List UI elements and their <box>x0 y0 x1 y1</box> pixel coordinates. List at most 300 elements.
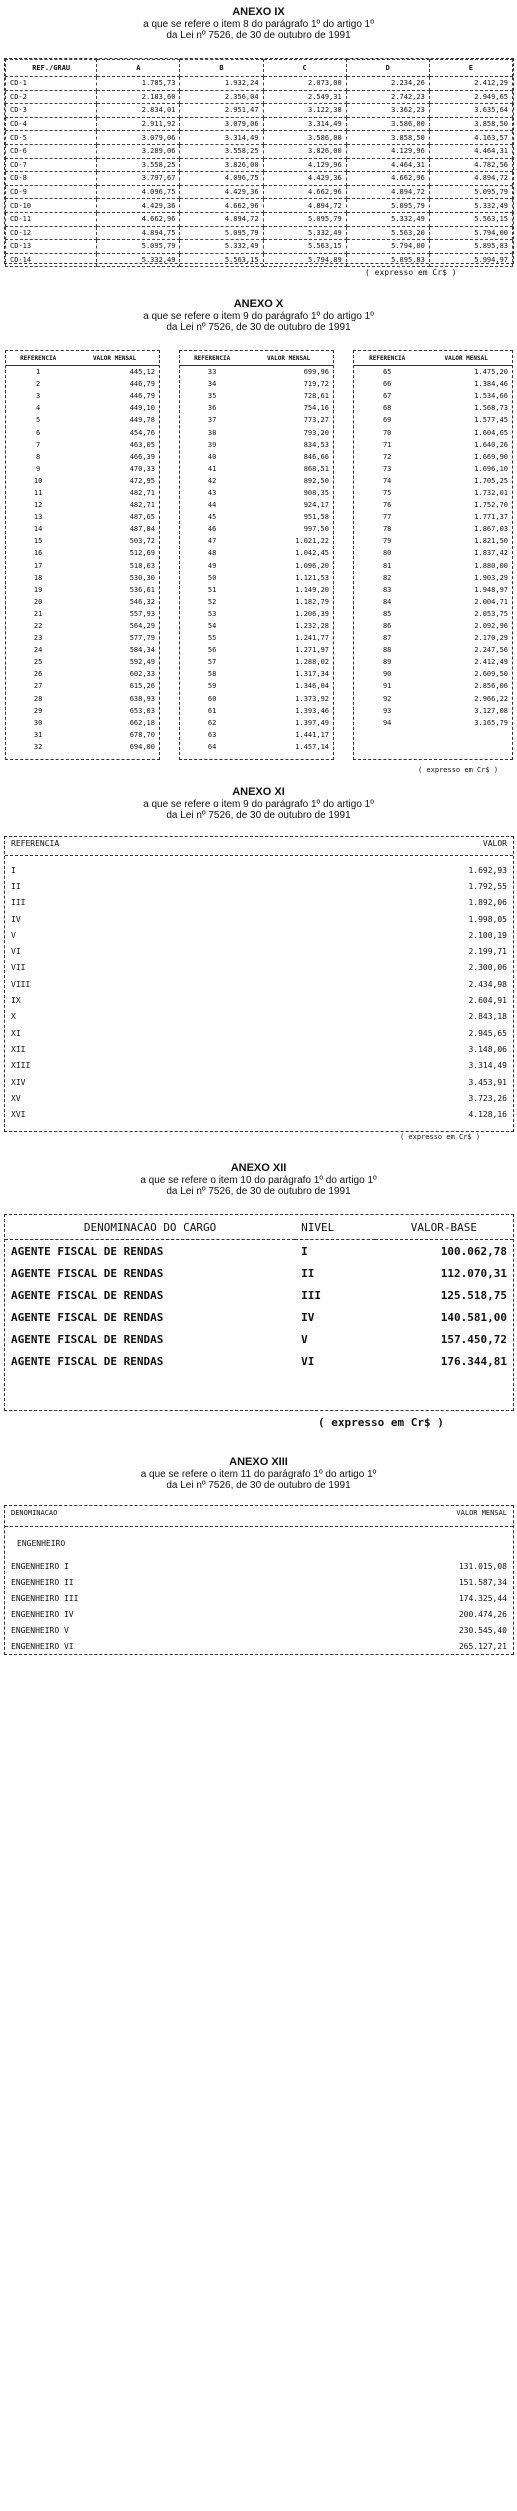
table-cell: 5.332,49 <box>263 226 346 240</box>
valor-cell: 470,33 <box>129 464 155 473</box>
table-row <box>180 705 333 717</box>
table-row <box>5 1025 513 1041</box>
valor-cell: 1.457,14 <box>295 742 329 751</box>
table-row <box>6 414 159 426</box>
valor-cell: 584,34 <box>129 646 155 655</box>
valor-cell: 2.053,75 <box>474 609 508 618</box>
referencia-cell: 79 <box>382 537 392 546</box>
valor-cell: 131.015,08 <box>458 1561 507 1571</box>
anexo-ix-table <box>5 59 513 267</box>
table-cell: 4.782,56 <box>429 158 512 172</box>
valor-cell: 868,51 <box>303 464 329 473</box>
table-cell: 3.079,06 <box>180 117 263 131</box>
referencia-cell: 48 <box>207 549 217 558</box>
anexo-ix-header-cell: D <box>346 60 429 77</box>
table-row <box>180 584 333 596</box>
valor-cell: 1.732,01 <box>474 488 508 497</box>
table-cell: CD-8 <box>6 172 97 186</box>
table-row <box>6 717 159 729</box>
referencia-cell: 70 <box>382 428 392 437</box>
valor-cell: 536,61 <box>129 585 155 594</box>
valor-cell: 1.640,26 <box>474 440 508 449</box>
table-row <box>6 487 159 499</box>
referencia-cell: 30 <box>33 718 43 727</box>
table-row <box>354 439 512 451</box>
valor-cell: 1.441,17 <box>295 730 329 739</box>
table-cell: 5.563,20 <box>346 226 429 240</box>
table-row <box>5 976 513 992</box>
valor-cell: 653,03 <box>129 706 155 715</box>
table-cell: 4.129,96 <box>263 158 346 172</box>
table-row <box>354 680 512 692</box>
table-row <box>354 402 512 414</box>
anexo-xii-subtitle-1: a que se refere o item 10 do parágrafo 1º do artigo 1º <box>140 1175 377 1186</box>
table-row <box>5 1284 513 1306</box>
table-cell: CD-1 <box>6 77 97 91</box>
table-row <box>5 1574 513 1590</box>
valor-cell: 463,05 <box>129 440 155 449</box>
anexo-xiii-header <box>0 1456 517 1491</box>
table-row <box>6 158 513 172</box>
valor-cell: 1.288,02 <box>295 658 329 667</box>
referencia-cell: 51 <box>207 585 217 594</box>
referencia-cell: 32 <box>33 742 43 751</box>
referencia-cell: 82 <box>382 573 392 582</box>
referencia-cell: 2 <box>36 380 41 389</box>
valor-cell: 1.096,20 <box>295 561 329 570</box>
valor-cell: 1.397,49 <box>295 718 329 727</box>
table-cell: 4.429,36 <box>180 185 263 199</box>
table-row <box>354 390 512 402</box>
valor-base-cell: 157.450,72 <box>440 1332 507 1346</box>
table-row <box>6 644 159 656</box>
valor-cell: 699,96 <box>303 368 329 377</box>
table-cell: 3.797,67 <box>97 172 180 186</box>
valor-cell: 503,72 <box>129 537 155 546</box>
valor-cell: 265.127,21 <box>458 1641 507 1651</box>
referencia-cell: 37 <box>207 416 217 425</box>
table-row <box>180 390 333 402</box>
referencia-cell: 58 <box>207 670 217 679</box>
table-cell: CD-14 <box>6 253 97 267</box>
table-row <box>6 535 159 547</box>
referencia-cell: 66 <box>382 380 392 389</box>
valor-cell: 602,33 <box>129 670 155 679</box>
table-row <box>354 523 512 535</box>
table-cell: 4.464,31 <box>346 158 429 172</box>
valor-cell: 2.843,18 <box>468 1012 507 1022</box>
table-row <box>354 499 512 511</box>
referencia-cell: 15 <box>33 537 43 546</box>
valor-cell: 2.604,91 <box>468 996 507 1006</box>
valor-cell: 997,50 <box>303 525 329 534</box>
anexo-xiii-group-label: ENGENHEIRO <box>17 1539 66 1548</box>
referencia-cell: 61 <box>207 706 217 715</box>
table-cell: 5.095,79 <box>263 212 346 226</box>
table-cell: CD-11 <box>6 212 97 226</box>
valor-cell: 2.966,22 <box>474 694 508 703</box>
anexo-xii-header-valor: VALOR-BASE <box>375 1215 513 1240</box>
anexo-x-column-3 <box>353 350 513 760</box>
anexo-x-title: ANEXO X <box>233 298 284 310</box>
referencia-cell: 38 <box>207 428 217 437</box>
valor-cell: 1.042,45 <box>295 549 329 558</box>
valor-cell: 662,18 <box>129 718 155 727</box>
table-cell: 3.558,25 <box>180 144 263 158</box>
valor-cell: 3.453,91 <box>468 1077 507 1087</box>
table-row <box>5 1240 513 1263</box>
table-row <box>5 1622 513 1638</box>
anexo-xiii-title: ANEXO XIII <box>229 1456 288 1468</box>
anexo-ix-header-cell: B <box>180 60 263 77</box>
table-row <box>6 212 513 226</box>
anexo-xi-table-box <box>4 836 514 1132</box>
table-row <box>354 717 512 729</box>
valor-cell: 2.434,98 <box>468 979 507 989</box>
table-row <box>6 378 159 390</box>
denominacao-cell: ENGENHEIRO IV <box>11 1609 74 1619</box>
table-row <box>5 1058 513 1074</box>
referencia-cell: 56 <box>207 646 217 655</box>
table-row <box>6 253 513 267</box>
anexo-xii-header <box>0 1162 517 1197</box>
anexo-xii-table-box <box>4 1214 514 1411</box>
table-row <box>5 911 513 927</box>
referencia-cell: 36 <box>207 404 217 413</box>
table-row <box>5 943 513 959</box>
table-cell: 5.332,49 <box>429 199 512 213</box>
table-row <box>180 475 333 487</box>
valor-cell: 1.577,45 <box>474 416 508 425</box>
valor-cell: 546,32 <box>129 597 155 606</box>
anexo-x-subtitle-1: a que se refere o item 9 do parágrafo 1º do artigo 1º <box>143 311 374 322</box>
anexo-xiii-header-denom: DENOMINACAO <box>11 1509 58 1517</box>
anexo-xii-subtitle-2: da Lei nº 7526, de 30 de outubro de 1991 <box>166 1186 351 1197</box>
referencia-cell: 74 <box>382 476 392 485</box>
table-cell: CD-10 <box>6 199 97 213</box>
table-cell: 4.662,96 <box>97 212 180 226</box>
table-row <box>180 693 333 705</box>
table-cell: CD-3 <box>6 104 97 118</box>
valor-cell: 2.945,65 <box>468 1028 507 1038</box>
table-cell: 4.894,72 <box>180 212 263 226</box>
valor-cell: 728,61 <box>303 392 329 401</box>
referencia-cell: 31 <box>33 730 43 739</box>
valor-cell: 2.609,50 <box>474 670 508 679</box>
nivel-cell: III <box>301 1288 322 1302</box>
table-cell: 2.949,65 <box>429 90 512 104</box>
valor-cell: 793,20 <box>303 428 329 437</box>
referencia-cell: 42 <box>207 476 217 485</box>
valor-cell: 1.837,42 <box>474 549 508 558</box>
anexo-xiii-header-val: VALOR MENSAL <box>456 1509 507 1517</box>
table-cell: 2.549,31 <box>263 90 346 104</box>
valor-cell: 846,66 <box>303 452 329 461</box>
referencia-cell: 14 <box>33 525 43 534</box>
valor-cell: 557,93 <box>129 609 155 618</box>
referencia-cell: 86 <box>382 622 392 631</box>
referencia-cell: 35 <box>207 392 217 401</box>
anexo-xi-subtitle-1: a que se refere o item 9 do parágrafo 1º do artigo 1º <box>143 799 374 810</box>
referencia-cell: 76 <box>382 501 392 510</box>
referencia-cell: 24 <box>33 646 43 655</box>
referencia-cell: 25 <box>33 658 43 667</box>
table-row <box>6 620 159 632</box>
nivel-cell: VI <box>301 1354 315 1368</box>
table-row <box>354 693 512 705</box>
referencia-cell: 62 <box>207 718 217 727</box>
table-row <box>180 402 333 414</box>
table-row <box>6 499 159 511</box>
cargo-cell: AGENTE FISCAL DE RENDAS <box>11 1310 164 1324</box>
anexo-xi-subtitle-2: da Lei nº 7526, de 30 de outubro de 1991 <box>166 810 351 821</box>
table-row <box>6 656 159 668</box>
table-row <box>5 1558 513 1574</box>
anexo-ix-table-box <box>4 58 514 264</box>
table-row <box>5 1262 513 1284</box>
valor-cell: 1.393,46 <box>295 706 329 715</box>
table-cell: 4.096,75 <box>97 185 180 199</box>
table-cell: 2.834,01 <box>97 104 180 118</box>
referencia-cell: 67 <box>382 392 392 401</box>
table-cell: 5.994,97 <box>429 253 512 267</box>
anexo-ix-currency-note: ( expresso em Cr$ ) <box>365 268 457 277</box>
referencia-cell: 65 <box>382 368 392 377</box>
valor-cell: 482,71 <box>129 488 155 497</box>
table-row <box>5 862 513 878</box>
anexo-xiii-table <box>5 1558 513 1654</box>
referencia-cell: I <box>11 865 16 875</box>
table-row <box>6 547 159 559</box>
referencia-cell: 84 <box>382 597 392 606</box>
anexo-x-col3-header-val: VALOR MENSAL <box>420 351 512 366</box>
table-row <box>180 560 333 572</box>
valor-cell: 1.121,53 <box>295 573 329 582</box>
table-cell: 5.332,49 <box>97 253 180 267</box>
table-cell: 4.429,36 <box>97 199 180 213</box>
valor-cell: 512,69 <box>129 549 155 558</box>
anexo-xi-table <box>5 862 513 1123</box>
table-row <box>6 77 513 91</box>
referencia-cell: 81 <box>382 561 392 570</box>
table-row <box>6 584 159 596</box>
anexo-xiii-table-box <box>4 1505 514 1655</box>
valor-cell: 1.182,79 <box>295 597 329 606</box>
table-cell: 5.794,00 <box>346 240 429 254</box>
denominacao-cell: ENGENHEIRO I <box>11 1561 69 1571</box>
table-cell: 4.894,72 <box>346 185 429 199</box>
table-row <box>6 185 513 199</box>
referencia-cell: 88 <box>382 646 392 655</box>
table-row <box>6 366 159 379</box>
table-row <box>354 620 512 632</box>
referencia-cell: XIV <box>11 1077 26 1087</box>
valor-cell: 1.206,39 <box>295 609 329 618</box>
table-cell: 3.314,49 <box>180 131 263 145</box>
referencia-cell: 69 <box>382 416 392 425</box>
table-row <box>354 596 512 608</box>
table-cell: 5.095,79 <box>180 226 263 240</box>
table-row <box>180 729 333 741</box>
table-cell: 3.635,64 <box>429 104 512 118</box>
valor-cell: 1.373,92 <box>295 694 329 703</box>
valor-cell: 892,50 <box>303 476 329 485</box>
table-cell: 4.129,96 <box>346 144 429 158</box>
table-cell: 4.894,75 <box>97 226 180 240</box>
table-row <box>354 632 512 644</box>
table-row <box>5 960 513 976</box>
table-row <box>180 668 333 680</box>
referencia-cell: 26 <box>33 670 43 679</box>
valor-cell: 1.534,66 <box>474 392 508 401</box>
valor-cell: 951,58 <box>303 513 329 522</box>
table-row <box>354 584 512 596</box>
valor-cell: 1.705,25 <box>474 476 508 485</box>
table-cell: CD-5 <box>6 131 97 145</box>
table-row <box>180 487 333 499</box>
referencia-cell: XII <box>11 1044 26 1054</box>
valor-cell: 1.271,97 <box>295 646 329 655</box>
anexo-xi-table-header <box>5 837 513 856</box>
valor-cell: 1.792,55 <box>468 881 507 891</box>
table-row <box>354 668 512 680</box>
table-cell: CD-12 <box>6 226 97 240</box>
table-row <box>6 117 513 131</box>
valor-cell: 200.474,26 <box>458 1609 507 1619</box>
table-row <box>180 717 333 729</box>
valor-cell: 592,49 <box>129 658 155 667</box>
valor-cell: 466,39 <box>129 452 155 461</box>
valor-cell: 230.545,40 <box>458 1625 507 1635</box>
valor-cell: 2.300,06 <box>468 963 507 973</box>
table-row <box>354 656 512 668</box>
valor-cell: 1.903,29 <box>474 573 508 582</box>
referencia-cell: 63 <box>207 730 217 739</box>
table-row <box>354 426 512 438</box>
valor-cell: 518,63 <box>129 561 155 570</box>
table-row <box>180 535 333 547</box>
valor-cell: 1.998,05 <box>468 914 507 924</box>
table-cell: 4.662,96 <box>180 199 263 213</box>
table-cell: CD-4 <box>6 117 97 131</box>
referencia-cell: 3 <box>36 392 41 401</box>
valor-cell: 3.723,26 <box>468 1093 507 1103</box>
referencia-cell: 28 <box>33 694 43 703</box>
table-row <box>6 240 513 254</box>
referencia-cell: 10 <box>33 476 43 485</box>
valor-cell: 2.199,71 <box>468 947 507 957</box>
referencia-cell: 53 <box>207 609 217 618</box>
valor-base-cell: 176.344,81 <box>440 1354 507 1368</box>
anexo-xii-currency-note: ( expresso em Cr$ ) <box>318 1416 444 1429</box>
valor-cell: 3.127,08 <box>474 706 508 715</box>
valor-cell: 2.004,71 <box>474 597 508 606</box>
table-row <box>180 572 333 584</box>
valor-base-cell: 125.518,75 <box>440 1288 507 1302</box>
referencia-cell: 23 <box>33 634 43 643</box>
valor-cell: 487,65 <box>129 513 155 522</box>
valor-cell: 449,78 <box>129 416 155 425</box>
referencia-cell: 55 <box>207 634 217 643</box>
valor-cell: 1.880,00 <box>474 561 508 570</box>
anexo-xii-header-nivel: NIVEL <box>295 1215 375 1240</box>
anexo-xi-header-val: VALOR <box>482 839 507 848</box>
denominacao-cell: ENGENHEIRO VI <box>11 1641 74 1651</box>
referencia-cell: 45 <box>207 513 217 522</box>
table-row <box>5 895 513 911</box>
referencia-cell: 60 <box>207 694 217 703</box>
referencia-cell: 71 <box>382 440 392 449</box>
table-row <box>5 1350 513 1372</box>
anexo-x-col1-header-ref: REFERENCIA <box>6 351 70 366</box>
valor-cell: 754,16 <box>303 404 329 413</box>
valor-cell: 454,76 <box>129 428 155 437</box>
valor-cell: 615,26 <box>129 682 155 691</box>
referencia-cell: 93 <box>382 706 392 715</box>
table-row <box>5 1306 513 1328</box>
table-cell: 3.289,06 <box>97 144 180 158</box>
valor-cell: 2.247,56 <box>474 646 508 655</box>
referencia-cell: 4 <box>36 404 41 413</box>
table-cell: 3.858,50 <box>429 117 512 131</box>
table-row <box>5 878 513 894</box>
table-row <box>180 523 333 535</box>
table-cell: 3.079,06 <box>97 131 180 145</box>
referencia-cell: 9 <box>36 464 41 473</box>
valor-cell: 174.325,44 <box>458 1593 507 1603</box>
table-row <box>180 378 333 390</box>
table-row <box>354 366 512 379</box>
valor-cell: 577,79 <box>129 634 155 643</box>
table-cell: CD-7 <box>6 158 97 172</box>
table-row <box>6 523 159 535</box>
table-row <box>180 463 333 475</box>
valor-cell: 1.692,93 <box>468 865 507 875</box>
referencia-cell: IX <box>11 996 21 1006</box>
anexo-xi-title: ANEXO XI <box>232 786 285 798</box>
referencia-cell: 21 <box>33 609 43 618</box>
valor-cell: 694,00 <box>129 742 155 751</box>
referencia-cell: 1 <box>36 368 41 377</box>
table-cell: 5.332,49 <box>180 240 263 254</box>
table-cell: 4.894,72 <box>263 199 346 213</box>
table-row <box>180 741 333 753</box>
valor-cell: 719,72 <box>303 380 329 389</box>
valor-cell: 1.948,97 <box>474 585 508 594</box>
table-row <box>5 1106 513 1122</box>
referencia-cell: 89 <box>382 658 392 667</box>
table-cell: 3.826,00 <box>180 158 263 172</box>
referencia-cell: VIII <box>11 979 31 989</box>
table-cell: 3.362,23 <box>346 104 429 118</box>
anexo-xi-header-ref: REFERENCIA <box>11 839 60 848</box>
valor-cell: 1.317,34 <box>295 670 329 679</box>
table-cell: 2.183,60 <box>97 90 180 104</box>
table-row <box>354 414 512 426</box>
table-row <box>354 463 512 475</box>
anexo-ix-title: ANEXO IX <box>232 6 285 18</box>
valor-cell: 151.587,34 <box>458 1577 507 1587</box>
table-row <box>5 1606 513 1622</box>
table-row <box>354 572 512 584</box>
table-cell: CD-9 <box>6 185 97 199</box>
valor-cell: 1.346,04 <box>295 682 329 691</box>
valor-cell: 1.604,65 <box>474 428 508 437</box>
anexo-xiii-table-header <box>5 1506 513 1527</box>
anexo-x-table-area <box>5 350 515 764</box>
referencia-cell: V <box>11 930 16 940</box>
table-cell: 2.356,04 <box>180 90 263 104</box>
